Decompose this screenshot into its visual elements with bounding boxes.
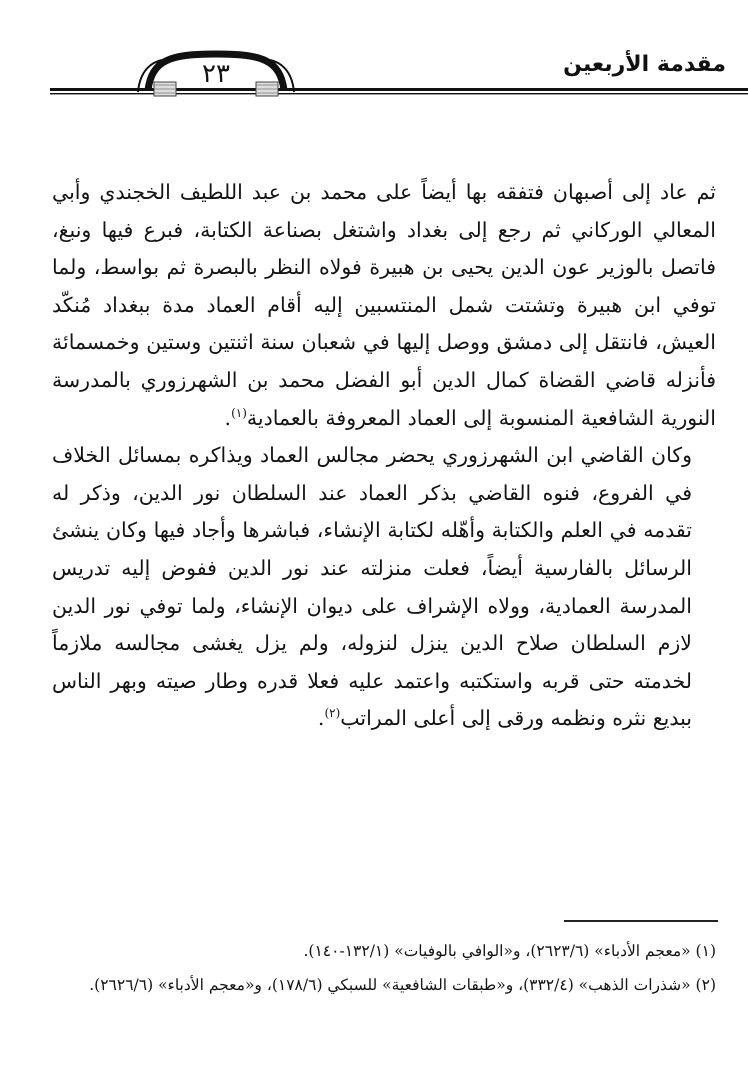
footnotes — [40, 936, 716, 1004]
main-text — [52, 174, 716, 738]
footnote-1: (١) «معجم الأدباء» (٢٦٢٣/٦)، و«الوافي بالوفيات» (١٣٢/١-١٤٠). — [303, 942, 716, 960]
paragraph-end: . — [224, 405, 232, 430]
footnote-ref: (١) — [231, 405, 247, 420]
footnote-ref: (٢) — [324, 706, 341, 721]
running-header-title: مقدمة الأربعين — [563, 52, 726, 77]
paragraph-text: ثم عاد إلى أصبهان فتفقه بها أيضاً على محمد بن عبد اللطيف الخجندي وأبي المعالي الوركاني ثم رجع إلى بغداد واشتغل بصناعة الكتابة، فبرع فيها ونبغ، فاتصل بالوزير عون الدين يحيى بن هبيرة فولاه النظر بالبصرة ثم بواسط، ولما توفي ابن هبيرة وتشتت شمل المنتسبين إليه أقام العماد مدة ببغداد مُنكّد العيش، فانتقل إلى دمشق ووصل إليها في شعبان سنة اثنتين وستين وخمسمائة فأنزله قاضي القضاة كمال الدين أبو الفضل محمد بن الشهرزوري بالمدرسة النورية الشافعية المنسوبة إلى العماد المعروفة بالعمادية — [52, 180, 716, 430]
paragraph — [52, 174, 716, 437]
paragraph — [52, 437, 716, 738]
paragraph-text: وكان القاضي ابن الشهرزوري يحضر مجالس العماد ويذاكره بمسائل الخلاف في الفروع، فنوه القاضي بذكر العماد عند السلطان نور الدين، وذكر له تقدمه في العلم والكتابة وأهّله لكتابة الإنشاء، فباشرها وأجاد فيها وكان ينشئ الرسائل بالفارسية أيضاً، فعلت منزلته عند نور الدين ففوض إليه تدريس المدرسة العمادية، وولاه الإشراف على ديوان الإنشاء، ولما توفي نور الدين لازم السلطان صلاح الدين ينزل لنزوله، ولم يزل يغشى مجالسه ملازماً لخدمته حتى قربه واستكتبه واعتمد عليه فعلا قدره وطار صيته وبهر الناس ببديع نثره ونظمه ورقى إلى أعلى المراتب — [52, 443, 692, 731]
paragraph-end: . — [317, 706, 325, 731]
footnote-separator — [564, 920, 718, 922]
page-number: ٢٣ — [202, 59, 230, 89]
footnote-2: (٢) «شذرات الذهب» (٣٣٢/٤)، و«طبقات الشافعية» للسبكي (١٧٨/٦)، و«معجم الأدباء» (٢٦٢٦/٦). — [89, 976, 716, 994]
